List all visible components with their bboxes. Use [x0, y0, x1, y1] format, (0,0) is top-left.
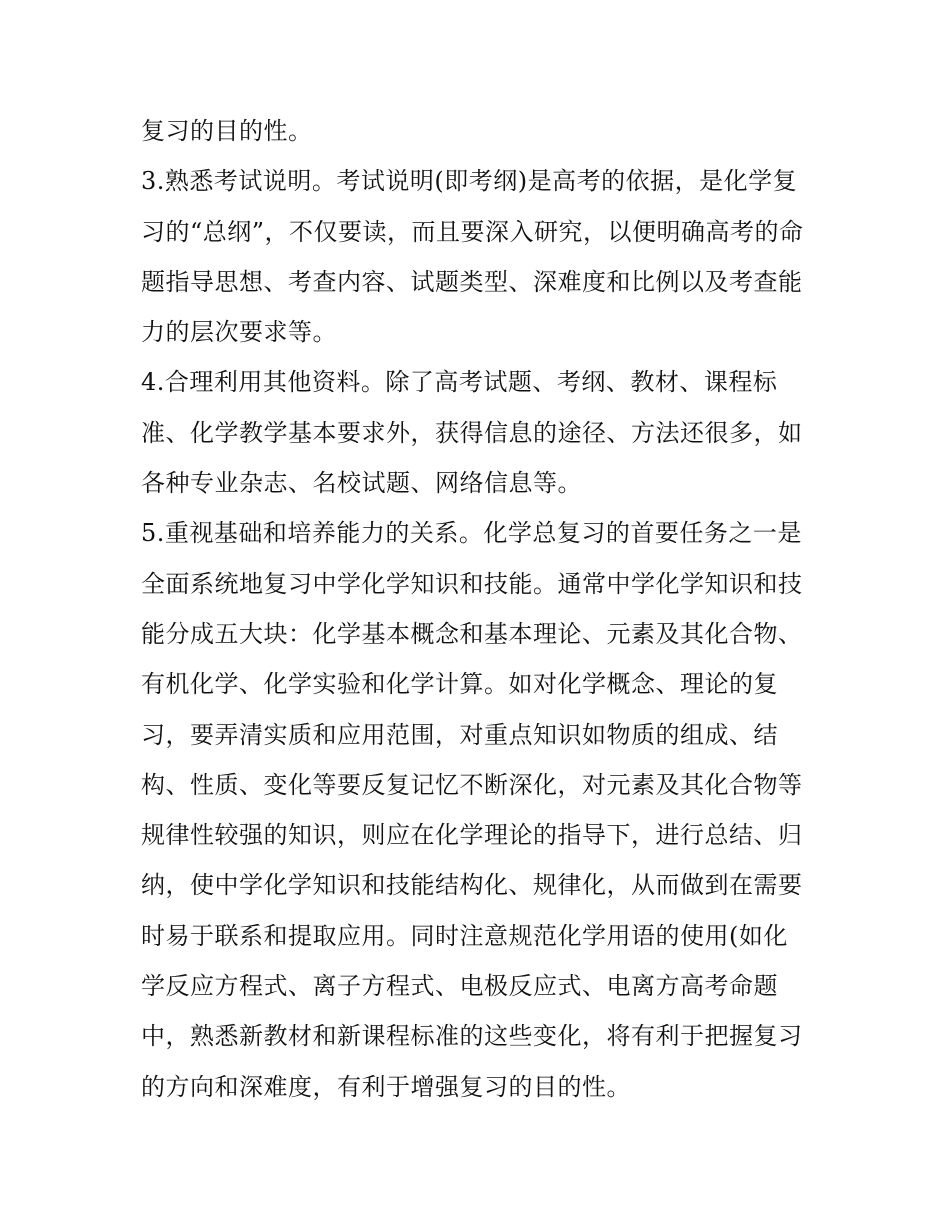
body-text	[141, 106, 821, 1112]
text-line: 复习的目的性。	[141, 117, 313, 145]
text-line: 各种专业杂志、名校试题、网络信息等。	[141, 469, 582, 498]
text-line: 时易于联系和提取应用。同时注意规范化学用语的使用(如化	[141, 921, 788, 950]
text-line: 准、化学教学基本要求外，获得信息的途径、方法还很多，如	[141, 418, 803, 447]
text-line: 纳，使中学化学知识和技能结构化、规律化，从而做到在需要	[141, 871, 803, 900]
text-line: 5.重视基础和培养能力的关系。化学总复习的首要任务之一是	[141, 519, 802, 548]
text-line: 中，熟悉新教材和新课程标准的这些变化，将有利于把握复习	[141, 1022, 803, 1051]
text-line: 全面系统地复习中学化学知识和技能。通常中学化学知识和技	[141, 569, 803, 598]
text-line: 构、性质、变化等要反复记忆不断深化，对元素及其化合物等	[141, 770, 803, 799]
text-line: 规律性较强的知识，则应在化学理论的指导下，进行总结、归	[141, 821, 803, 850]
text-line: 习的“总纲”，不仅要读，而且要深入研究，以便明确高考的命	[141, 217, 804, 246]
text-line: 力的层次要求等。	[141, 318, 337, 347]
text-line: 学反应方程式、离子方程式、电极反应式、电离方高考命题	[141, 972, 778, 1001]
text-line: 3.熟悉考试说明。考试说明(即考纲)是高考的依据，是化学复	[141, 167, 798, 196]
text-line: 的方向和深难度，有利于增强复习的目的性。	[141, 1072, 631, 1101]
text-line: 能分成五大块：化学基本概念和基本理论、元素及其化合物、	[141, 619, 803, 648]
text-line: 有机化学、化学实验和化学计算。如对化学概念、理论的复	[141, 670, 778, 699]
text-line: 题指导思想、考查内容、试题类型、深难度和比例以及考查能	[141, 267, 803, 296]
text-line: 习，要弄清实质和应用范围，对重点知识如物质的组成、结	[141, 720, 778, 749]
text-line: 4.合理利用其他资料。除了高考试题、考纲、教材、课程标	[141, 368, 778, 397]
